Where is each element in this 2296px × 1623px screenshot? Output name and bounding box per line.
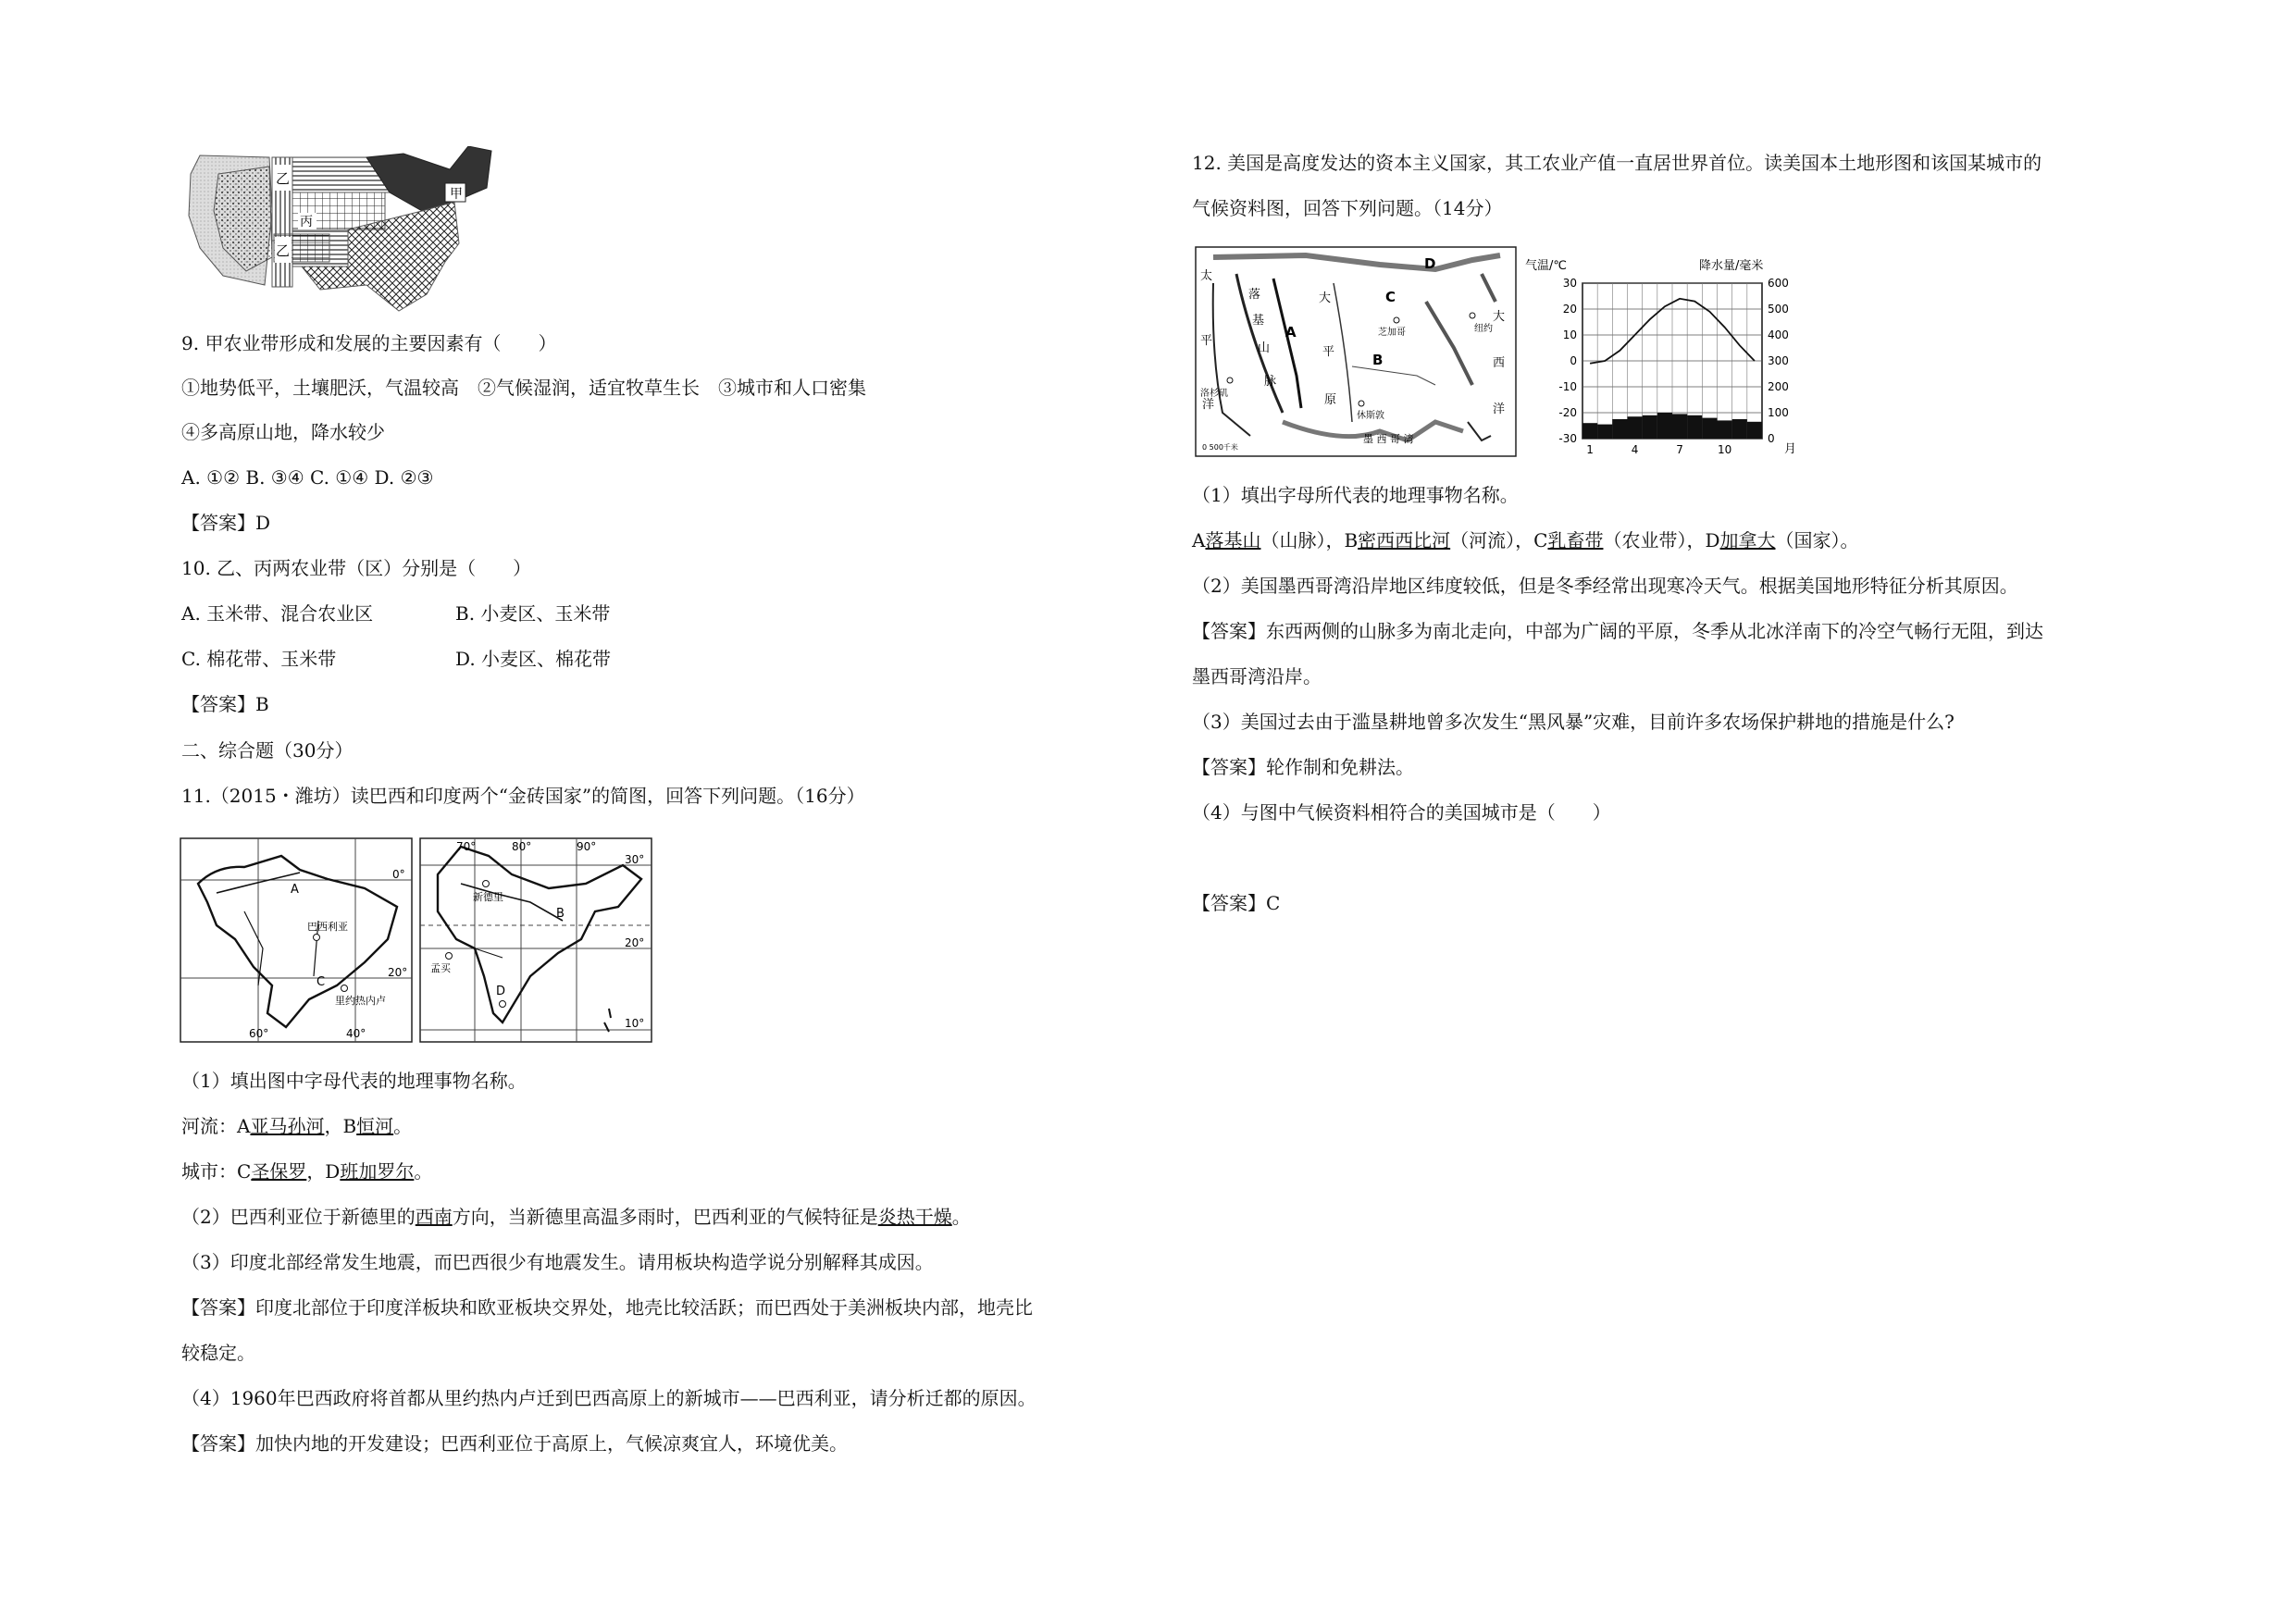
precip-bar <box>1718 420 1732 439</box>
brazil-lat0: 0° <box>392 868 405 881</box>
india-map <box>419 837 652 1043</box>
q11-part2: （2）巴西利亚位于新德里的西南方向，当新德里高温多雨时，巴西利亚的气候特征是炎热干燥。 <box>181 1206 971 1228</box>
temp-axis-label: 气温/℃ <box>1525 259 1567 273</box>
q12-stem-line2: 气候资料图，回答下列问题。（14分） <box>1192 197 1503 219</box>
q10-option-d: D. 小麦区、棉花带 <box>455 648 612 670</box>
q12-answer4: 【答案】C <box>1192 892 1281 914</box>
brazil-label-a: A <box>291 883 299 897</box>
label-yi: 乙 <box>276 170 291 187</box>
us-terrain-map <box>1195 246 1517 457</box>
label-yi-2: 乙 <box>276 242 291 259</box>
q11-cities: 城市：C圣保罗，D班加罗尔。 <box>181 1160 433 1183</box>
india-mumbai-label: 孟买 <box>430 962 451 974</box>
precip-tick-label: 200 <box>1768 380 1789 393</box>
answer-climate: 炎热干燥 <box>877 1206 952 1228</box>
q12-answer3: 【答案】轮作制和免耕法。 <box>1192 756 1414 778</box>
precip-axis-label: 降水量/毫米 <box>1699 259 1764 273</box>
plain-char-1: 大 <box>1319 291 1332 305</box>
q10-answer: 【答案】B <box>181 693 269 715</box>
india-lat30: 30° <box>625 853 645 866</box>
precip-bar <box>1657 413 1672 439</box>
temp-tick-label: 10 <box>1562 328 1577 341</box>
q11-answer3-line1: 【答案】印度北部位于印度洋板块和欧亚板块交界处，地壳比较活跃；而巴西处于美洲板块内部，地壳比 <box>181 1296 1033 1319</box>
ocean-west-1: 太 <box>1200 269 1213 283</box>
precip-bar <box>1612 419 1627 439</box>
us-label-b: B <box>1372 352 1384 368</box>
q11-stem: 11.（2015・潍坊）读巴西和印度两个“金砖国家”的简图，回答下列问题。（16分） <box>181 785 865 807</box>
india-delhi-label: 新德里 <box>473 891 503 903</box>
brazil-map <box>180 837 413 1043</box>
india-lat10: 10° <box>625 1017 645 1030</box>
precip-bar <box>1643 415 1657 439</box>
scale-bar: 0 500千米 <box>1202 443 1238 452</box>
q9-options: A. ①② B. ③④ C. ①④ D. ②③ <box>181 466 434 489</box>
precip-tick-label: 300 <box>1768 354 1789 367</box>
q12-answer1: A落基山（山脉），B密西西比河（河流），C乳畜带（农业带），D加拿大（国家）。 <box>1192 529 1859 551</box>
temp-tick-label: 20 <box>1562 303 1577 316</box>
q12-part3: （3）美国过去由于滥垦耕地曾多次发生“黑风暴”灾难，目前许多农场保护耕地的措施是什么? <box>1192 711 1955 733</box>
q11-part3: （3）印度北部经常发生地震，而巴西很少有地震发生。请用板块构造学说分别解释其成因。 <box>181 1251 934 1273</box>
q12-answer2-line1: 【答案】东西两侧的山脉多为南北走向，中部为广阔的平原，冬季从北冰洋南下的冷空气畅行无阻，到达 <box>1192 620 2043 642</box>
india-lon80: 80° <box>512 840 532 853</box>
q10-option-a: A. 玉米带、混合农业区 <box>181 602 374 625</box>
mountain-char-1: 落 <box>1248 288 1261 302</box>
gulf-label: 墨 西 哥 湾 <box>1363 433 1414 445</box>
precip-bar <box>1582 423 1597 439</box>
q12-part2: （2）美国墨西哥湾沿岸地区纬度较低，但是冬季经常出现寒冷天气。根据美国地形特征分析其原因。 <box>1192 575 2018 597</box>
mountain-char-3: 山 <box>1258 341 1271 355</box>
india-lon90: 90° <box>577 840 597 853</box>
temp-tick-label: -20 <box>1558 406 1577 419</box>
precip-bar <box>1597 425 1612 439</box>
q9-answer: 【答案】D <box>181 512 271 534</box>
q10-option-b: B. 小麦区、玉米带 <box>455 602 611 625</box>
brazil-lon60: 60° <box>249 1027 269 1040</box>
india-lon70: 70° <box>456 840 477 853</box>
mountain-char-4: 脉 <box>1264 375 1277 389</box>
answer-direction: 西南 <box>415 1206 453 1228</box>
label-bing: 丙 <box>300 215 313 229</box>
city-houston: 休斯敦 <box>1357 411 1384 421</box>
month-tick-label: 1 <box>1586 443 1594 456</box>
precip-bar <box>1672 414 1687 439</box>
q10-stem: 10. 乙、丙两农业带（区）分别是（ ） <box>181 557 532 579</box>
precip-tick-label: 600 <box>1768 277 1789 290</box>
plain-char-2: 平 <box>1322 345 1335 359</box>
q12-stem-line1: 12. 美国是高度发达的资本主义国家，其工农业产值一直居世界首位。读美国本土地形图和该国某城市的 <box>1192 152 2042 174</box>
q12-part4: （4）与图中气候资料相符合的美国城市是（ ） <box>1192 801 1611 824</box>
brazil-rio-label: 里约热内卢 <box>335 995 386 1007</box>
temp-tick-label: -10 <box>1558 380 1577 393</box>
q9-line2: ④多高原山地，降水较少 <box>181 421 385 443</box>
q12-answer2-line2: 墨西哥湾沿岸。 <box>1192 665 1322 688</box>
answer-river-b: 恒河 <box>356 1115 394 1137</box>
india-lat20: 20° <box>625 936 645 949</box>
precip-bar <box>1732 419 1747 439</box>
precip-tick-label: 100 <box>1768 406 1789 419</box>
month-tick-label: 7 <box>1676 443 1683 456</box>
india-label-d: D <box>496 985 506 998</box>
month-tick-label: 4 <box>1631 443 1639 456</box>
brazil-label-c: C <box>316 975 326 989</box>
temp-tick-label: -30 <box>1558 432 1577 445</box>
temp-tick-label: 0 <box>1570 354 1577 367</box>
city-la: 洛杉矶 <box>1200 389 1228 399</box>
precip-bar <box>1687 415 1702 439</box>
q11-rivers: 河流：A亚马孙河，B恒河。 <box>181 1115 413 1137</box>
ocean-east-1: 大 <box>1493 310 1506 324</box>
city-chicago: 芝加哥 <box>1378 328 1406 338</box>
temp-tick-label: 30 <box>1562 277 1577 290</box>
answer-b-mississippi: 密西西比河 <box>1358 529 1451 551</box>
q11-answer4: 【答案】加快内地的开发建设；巴西利亚位于高原上，气候凉爽宜人，环境优美。 <box>181 1432 848 1455</box>
q10-option-c: C. 棉花带、玉米带 <box>181 648 337 670</box>
answer-c-dairy: 乳畜带 <box>1547 529 1604 551</box>
answer-river-a: 亚马孙河 <box>250 1115 325 1137</box>
ocean-east-2: 西 <box>1493 356 1506 370</box>
brazil-capital-label: 巴西利亚 <box>307 921 348 933</box>
q12-part1: （1）填出字母所代表的地理事物名称。 <box>1192 484 1519 506</box>
brazil-lon40: 40° <box>346 1027 366 1040</box>
climate-chart <box>1525 257 1831 459</box>
us-label-c: C <box>1385 289 1396 305</box>
precip-tick-label: 0 <box>1768 432 1775 445</box>
ocean-west-3: 洋 <box>1202 398 1215 412</box>
mountain-char-2: 基 <box>1252 314 1265 328</box>
month-tick-label: 10 <box>1717 443 1732 456</box>
q11-answer3-line2: 较稳定。 <box>181 1342 255 1364</box>
city-newyork: 纽约 <box>1474 324 1493 334</box>
precip-bar <box>1628 416 1643 439</box>
plain-char-3: 原 <box>1324 393 1337 407</box>
climate-plot <box>1558 277 1789 456</box>
month-unit-label: 月 <box>1784 442 1797 456</box>
india-label-b: B <box>556 907 565 921</box>
precip-tick-label: 400 <box>1768 328 1789 341</box>
q11-part1: （1）填出图中字母代表的地理事物名称。 <box>181 1070 527 1092</box>
answer-d-canada: 加拿大 <box>1719 529 1776 551</box>
section-heading: 二、综合题（30分） <box>181 739 354 762</box>
us-label-a: A <box>1285 324 1297 341</box>
answer-city-c: 圣保罗 <box>251 1160 307 1183</box>
precip-tick-label: 500 <box>1768 303 1789 316</box>
q11-part4: （4）1960年巴西政府将首都从里约热内卢迁到巴西高原上的新城市——巴西利亚，请分析迁都的原因。 <box>181 1387 1036 1409</box>
us-agriculture-map <box>181 146 496 313</box>
us-label-d: D <box>1424 255 1436 272</box>
q9-stem: 9. 甲农业带形成和发展的主要因素有（ ） <box>181 332 557 354</box>
precip-bar <box>1702 418 1717 439</box>
q9-line1: ①地势低平，土壤肥沃，气温较高 ②气候湿润，适宜牧草生长 ③城市和人口密集 <box>181 377 866 399</box>
label-jia: 甲 <box>450 187 463 202</box>
brazil-lat20: 20° <box>388 966 408 979</box>
answer-a-rocky: 落基山 <box>1205 529 1261 551</box>
ocean-west-2: 平 <box>1200 334 1213 348</box>
answer-city-d: 班加罗尔 <box>340 1160 415 1183</box>
precip-bar <box>1747 422 1762 439</box>
ocean-east-3: 洋 <box>1493 403 1506 416</box>
